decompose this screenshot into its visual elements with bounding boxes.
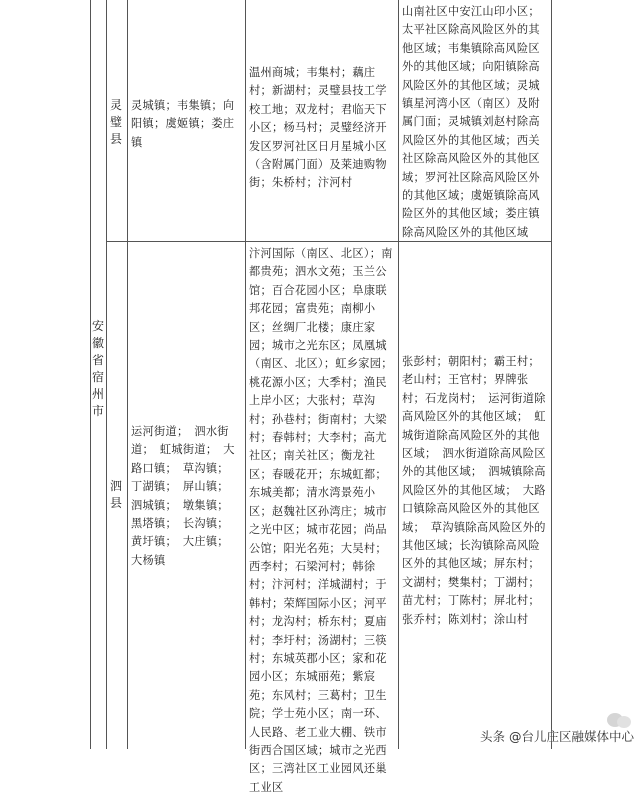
table-border-right: [551, 0, 552, 749]
table-border-county: [127, 0, 128, 749]
table-border-highrisk: [398, 0, 399, 749]
table-border-towns: [245, 0, 246, 749]
county-label-2: 泗县: [109, 479, 122, 510]
high-risk-cell-1: 温州商城；韦集村；藕庄村；新湖村；灵璧县技工学校工地；双龙村；君临天下小区；杨马村；灵璧经济开发区罗河社区日月星城小区（含附属门面）及莱迪购物街；朱桥村；汴河村: [249, 66, 387, 190]
high-risk-cell-2: 汴河国际（南区、北区）；南都贵苑；泗水文苑；玉兰公馆；百合花园小区；阜康联邦花园；富贵苑；南柳小区；丝绸厂北楼；康庄家园；城市之光东区；凤凰城（南区、北区）；虹乡家园；桃花源小区；大季村；渔民上岸小区；大张村；草沟村；孙巷村；街南村；大梁村；春韩村；大李村；高尤社区；南关社区；衡龙社区；春暖花开；东城虹都；东城美都；清水湾景苑小区；赵魏社区孙湾庄；城市之光中区；城市花园；尚品公馆；阳光名苑；大吴村；西李村；石梁河村；韩徐村；汴河村；洋城湖村；于韩村；荣辉国际小区；河平村；龙沟村；桥东村；夏庙村；李圩村；汤湖村；三筷村；东城英郡小区；家和花园小区；东城丽苑；紫宸苑；东风村；三葛村；卫生院；学士苑小区；南一环、人民路、老工业大棚、铁市街西合国区域；城市之光西区；三湾社区工业园风还巢工业区: [249, 247, 393, 794]
low-risk-cell-1: 山南社区中安江山印小区；太平社区除高风险区外的其他区域；韦集镇除高风险区外的其他区域；向阳镇除高风险区外的其他区域；灵城镇星河湾小区（南区）及附属门面；灵城镇刘赵村除高风险区外的其他区域；西关社区除高风险区外的其他区域；罗河社区除高风险区外的其他区域；虞姬镇除高风险区外的其他区域；娄庄镇除高风险区外的其他区域: [402, 5, 540, 239]
towns-cell-2: 运河街道； 泗水街道； 虹城街道； 大路口镇； 草沟镇； 丁湖镇； 屏山镇； 泗城镇； 墩集镇； 黑塔镇； 长沟镇； 黄圩镇； 大庄镇； 大杨镇: [131, 425, 235, 567]
low-risk-cell-2: 张彭村；朝阳村；霸王村；老山村；王官村；界牌张村；石龙岗村； 运河街道除高风险区外的其他区域； 虹城街道除高风险区外的其他区域； 泗水街道除高风险区外的其他区域； 泗城镇除高风险区外的其他区域； 大路口镇除高风险区外的其他区域； 草沟镇除高风险区外的其他区域；长沟镇除高风险区外的其他区域；屏东村；文湖村；樊集村；丁湖村；苗尤村；丁陈村；屏北村；张乔村；陈刘村；涂山村: [402, 355, 546, 626]
table-border-city: [106, 0, 107, 749]
province-city-label: 安徽省宿州市: [91, 319, 104, 418]
towns-cell-1: 灵城镇；韦集镇；向阳镇；虞姬镇；娄庄镇: [131, 99, 235, 149]
watermark-text: 头条 @台儿庄区融媒体中心: [480, 729, 634, 744]
county-label-1: 灵璧县: [109, 98, 122, 146]
